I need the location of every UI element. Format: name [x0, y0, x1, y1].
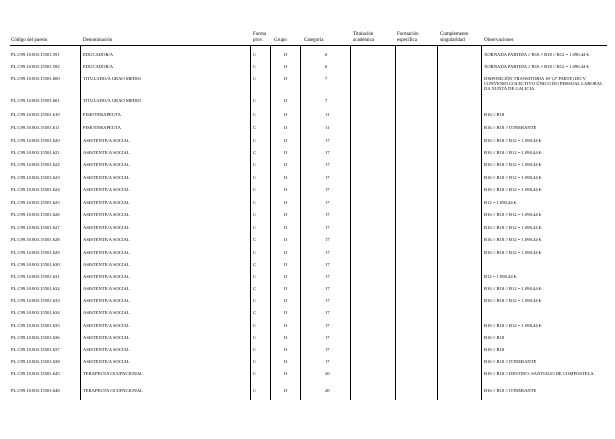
cell-observaciones: XORNADA PARTIDA // B10 // B18 // B12 = 1.090,44 €. — [484, 64, 590, 69]
cell-grupo: II — [284, 187, 288, 192]
cell-observaciones: B16 // B18 // B12 = 1.090,44 €. — [484, 162, 543, 167]
cell-denominacion: FISIOTERAPEUTA — [83, 112, 121, 117]
table-row — [0, 112, 615, 124]
cell-categoria: 6 — [325, 64, 328, 69]
header-categoria: Categoría — [304, 38, 324, 43]
cell-categoria: 17 — [325, 298, 330, 303]
cell-grupo: II — [284, 98, 288, 103]
cell-categoria: 17 — [325, 262, 330, 267]
cell-forma: C — [253, 98, 257, 103]
cell-denominacion: ASISTENTE/A SOCIAL — [83, 138, 130, 143]
cell-forma: C — [253, 335, 257, 340]
cell-denominacion: ASISTENTE/A SOCIAL — [83, 162, 130, 167]
cell-grupo: II — [284, 286, 288, 291]
cell-codigo: PL.C99.10.003.15501.601 — [11, 98, 60, 103]
header-grupo: Grupo — [274, 38, 287, 43]
cell-grupo: II — [284, 162, 288, 167]
header-rule — [10, 45, 607, 46]
cell-grupo: II — [284, 262, 288, 267]
cell-categoria: 17 — [325, 138, 330, 143]
cell-codigo: PL.C99.10.003.15501.631 — [11, 274, 60, 279]
cell-codigo: PL.C99.10.003.15501.628 — [11, 237, 60, 242]
cell-grupo: II — [284, 200, 288, 205]
cell-denominacion: ASISTENTE/A SOCIAL — [83, 237, 130, 242]
cell-codigo: PL.C99.10.003.15501.634 — [11, 310, 60, 315]
cell-codigo: PL.C99.10.003.15501.623 — [11, 175, 60, 180]
table-row — [0, 298, 615, 310]
cell-observaciones: B16 // B18 // B12 = 1.090,44 €. — [484, 138, 543, 143]
cell-categoria: 17 — [325, 212, 330, 217]
header-codigo: Código del puesto — [11, 38, 48, 43]
cell-forma: C — [253, 200, 257, 205]
table-row — [0, 175, 615, 187]
cell-forma: C — [253, 225, 257, 230]
cell-grupo: II — [284, 125, 288, 130]
cell-codigo: PL.C99.10.003.15501.645 — [11, 371, 60, 376]
cell-forma: C — [253, 237, 257, 242]
cell-codigo: PL.C99.10.003.15501.600 — [11, 76, 60, 81]
cell-observaciones: B16 // B18 — [484, 112, 505, 117]
cell-codigo: PL.C99.10.003.15501.638 — [11, 359, 60, 364]
cell-denominacion: FISIOTERAPEUTA — [83, 125, 121, 130]
cell-observaciones: B16 // B18 // B12 = 1.090,44 €. — [484, 150, 543, 155]
cell-categoria: 17 — [325, 347, 330, 352]
cell-codigo: PL.C99.10.003.15501.630 — [11, 262, 60, 267]
table-row — [0, 262, 615, 274]
cell-categoria: 17 — [325, 187, 330, 192]
cell-categoria: 17 — [325, 286, 330, 291]
cell-denominacion: TERAPEUTA OCUPACIONAL — [83, 388, 143, 393]
cell-grupo: II — [284, 64, 288, 69]
cell-categoria: 17 — [325, 335, 330, 340]
cell-categoria: 11 — [325, 125, 330, 130]
cell-forma: C — [253, 162, 257, 167]
table-row — [0, 200, 615, 212]
cell-codigo: PL.C99.10.003.15501.622 — [11, 162, 60, 167]
cell-codigo: PL.C99.10.003.15501.611 — [11, 125, 60, 130]
cell-observaciones: B16 // B18 // B12 = 1.090,44 €. — [484, 323, 543, 328]
cell-categoria: 6 — [325, 52, 328, 57]
header-formacion: Formación específica — [397, 32, 419, 43]
table-row — [0, 371, 615, 383]
table-row — [0, 347, 615, 359]
cell-observaciones: B16 // B18 // ITINERANTE — [484, 125, 537, 130]
cell-grupo: II — [284, 250, 288, 255]
table-row — [0, 98, 615, 110]
cell-codigo: PL.C99.10.003.15501.624 — [11, 187, 60, 192]
cell-categoria: 17 — [325, 200, 330, 205]
cell-denominacion: ASISTENTE/A SOCIAL — [83, 359, 130, 364]
cell-denominacion: ASISTENTE/A SOCIAL — [83, 286, 130, 291]
cell-grupo: II — [284, 274, 288, 279]
table-row — [0, 388, 615, 400]
cell-denominacion: ASISTENTE/A SOCIAL — [83, 274, 130, 279]
table-row — [0, 237, 615, 249]
cell-forma: C — [253, 76, 257, 81]
cell-categoria: 20 — [325, 388, 330, 393]
cell-forma: C — [253, 262, 257, 267]
cell-grupo: II — [284, 359, 288, 364]
cell-forma: C — [253, 310, 257, 315]
cell-denominacion: TITULADO/A GRAO MEDIO — [83, 76, 141, 81]
cell-observaciones: B16 // B18 — [484, 335, 505, 340]
table-row — [0, 310, 615, 322]
cell-grupo: II — [284, 310, 288, 315]
cell-denominacion: ASISTENTE/A SOCIAL — [83, 335, 130, 340]
cell-codigo: PL.C99.10.003.15501.629 — [11, 250, 60, 255]
cell-categoria: 11 — [325, 112, 330, 117]
table-row — [0, 250, 615, 262]
cell-codigo: PL.C99.10.003.15501.627 — [11, 225, 60, 230]
header-forma: Forma prov. — [253, 32, 267, 43]
cell-grupo: II — [284, 76, 288, 81]
cell-observaciones: B16 // B18 // B12 = 1.090,44 €. — [484, 250, 543, 255]
table-row — [0, 76, 615, 91]
cell-codigo: PL.C99.10.003.15501.591 — [11, 52, 60, 57]
cell-codigo: PL.C99.10.003.15501.636 — [11, 335, 60, 340]
cell-denominacion: ASISTENTE/A SOCIAL — [83, 347, 130, 352]
cell-denominacion: ASISTENTE/A SOCIAL — [83, 175, 130, 180]
cell-observaciones: B16 // B18 // ITINERANTE — [484, 359, 537, 364]
table-row — [0, 52, 615, 64]
header-complemento: Complemento singularidad — [440, 32, 469, 43]
cell-observaciones: B16 // B18 // B12 = 1.090,44 €. — [484, 298, 543, 303]
table-row — [0, 64, 615, 76]
cell-codigo: PL.C99.10.003.15501.646 — [11, 388, 60, 393]
table-row — [0, 187, 615, 199]
cell-denominacion: ASISTENTE/A SOCIAL — [83, 212, 130, 217]
cell-denominacion: ASISTENTE/A SOCIAL — [83, 150, 130, 155]
cell-observaciones: B12 = 1.090,44 €. — [484, 274, 518, 279]
cell-categoria: 17 — [325, 250, 330, 255]
cell-observaciones: DISPOSICIÓN TRANSITORIA 16ª (2ª PARTE) DO V CONVENIO COLECTIVO ÚNICO DO PERSOAL LABORAL DA XUNTA DE GALICIA. — [484, 76, 603, 91]
cell-grupo: II — [284, 371, 288, 376]
table-row — [0, 150, 615, 162]
cell-forma: C — [253, 359, 257, 364]
cell-grupo: II — [284, 150, 288, 155]
cell-grupo: II — [284, 138, 288, 143]
cell-forma: C — [253, 286, 257, 291]
cell-grupo: II — [284, 225, 288, 230]
table-row — [0, 125, 615, 137]
table-row — [0, 335, 615, 347]
cell-denominacion: ASISTENTE/A SOCIAL — [83, 225, 130, 230]
cell-denominacion: EDUCADOR/A — [83, 52, 114, 57]
table-row — [0, 274, 615, 286]
cell-codigo: PL.C99.10.003.15501.635 — [11, 323, 60, 328]
cell-categoria: 7 — [325, 98, 328, 103]
cell-forma: C — [253, 347, 257, 352]
cell-grupo: II — [284, 335, 288, 340]
cell-forma: C — [253, 150, 257, 155]
cell-observaciones: B16 // B18 // B12 = 1.090,44 €. — [484, 286, 543, 291]
cell-categoria: 7 — [325, 76, 328, 81]
cell-categoria: 20 — [325, 371, 330, 376]
cell-grupo: II — [284, 388, 288, 393]
cell-codigo: PL.C99.10.003.15501.626 — [11, 212, 60, 217]
cell-categoria: 17 — [325, 323, 330, 328]
cell-categoria: 17 — [325, 175, 330, 180]
cell-codigo: PL.C99.10.003.15501.610 — [11, 112, 60, 117]
table-row — [0, 323, 615, 335]
cell-grupo: II — [284, 298, 288, 303]
cell-codigo: PL.C99.10.003.15501.621 — [11, 150, 60, 155]
cell-denominacion: ASISTENTE/A SOCIAL — [83, 310, 130, 315]
cell-grupo: II — [284, 175, 288, 180]
cell-codigo: PL.C99.10.003.15501.637 — [11, 347, 60, 352]
cell-observaciones: B16 // B18 // ITINERANTE — [484, 388, 537, 393]
header-titulacion: Titulación académica — [353, 32, 375, 43]
cell-codigo: PL.C99.10.003.15501.632 — [11, 286, 60, 291]
cell-denominacion: TITULADO/A GRAO MEDIO — [83, 98, 141, 103]
cell-categoria: 17 — [325, 162, 330, 167]
table-row — [0, 359, 615, 371]
header-denominacion: Denominación — [83, 38, 113, 43]
cell-observaciones: B16 // B18 // B12 = 1.090,44 €. — [484, 187, 543, 192]
cell-categoria: 17 — [325, 274, 330, 279]
cell-forma: C — [253, 250, 257, 255]
cell-codigo: PL.C99.10.003.15501.625 — [11, 200, 60, 205]
cell-denominacion: ASISTENTE/A SOCIAL — [83, 262, 130, 267]
cell-forma: C — [253, 388, 257, 393]
cell-categoria: 17 — [325, 150, 330, 155]
table-row — [0, 286, 615, 298]
cell-denominacion: ASISTENTE/A SOCIAL — [83, 298, 130, 303]
cell-forma: C — [253, 298, 257, 303]
cell-categoria: 17 — [325, 237, 330, 242]
cell-forma: C — [253, 138, 257, 143]
cell-denominacion: ASISTENTE/A SOCIAL — [83, 187, 130, 192]
cell-codigo: PL.C99.10.003.15501.633 — [11, 298, 60, 303]
cell-observaciones: B16 // B18 // DESTINO: SANTIAGO DE COMPOSTELA. — [484, 371, 595, 376]
cell-denominacion: ASISTENTE/A SOCIAL — [83, 250, 130, 255]
cell-categoria: 17 — [325, 359, 330, 364]
cell-forma: C — [253, 187, 257, 192]
cell-observaciones: B16 // B18 // B12 = 1.090,44 €. — [484, 212, 543, 217]
cell-forma: C — [253, 175, 257, 180]
cell-denominacion: ASISTENTE/A SOCIAL — [83, 323, 130, 328]
table-row — [0, 212, 615, 224]
cell-forma: C — [253, 52, 257, 57]
cell-forma: C — [253, 323, 257, 328]
cell-denominacion: EDUCADOR/A — [83, 64, 114, 69]
cell-observaciones: XORNADA PARTIDA // B10 // B18 // B12 = 1.090,44 €. — [484, 52, 590, 57]
cell-forma: C — [253, 125, 257, 130]
cell-categoria: 17 — [325, 225, 330, 230]
cell-denominacion: ASISTENTE/A SOCIAL — [83, 200, 130, 205]
cell-grupo: II — [284, 347, 288, 352]
cell-forma: C — [253, 212, 257, 217]
cell-categoria: 17 — [325, 310, 330, 315]
cell-observaciones: B12 = 1.090,44 €. — [484, 200, 518, 205]
cell-observaciones: B16 // B18 // B12 = 1.090,44 €. — [484, 237, 543, 242]
cell-forma: C — [253, 112, 257, 117]
cell-grupo: II — [284, 237, 288, 242]
cell-denominacion: TERAPEUTA OCUPACIONAL — [83, 371, 143, 376]
cell-forma: C — [253, 64, 257, 69]
cell-grupo: II — [284, 212, 288, 217]
table-row — [0, 162, 615, 174]
table-row — [0, 225, 615, 237]
cell-forma: C — [253, 274, 257, 279]
cell-grupo: II — [284, 52, 288, 57]
header-observaciones: Observaciones — [484, 38, 514, 43]
cell-observaciones: B16 // B18 // B12 = 1.090,44 €. — [484, 175, 543, 180]
cell-forma: C — [253, 371, 257, 376]
cell-codigo: PL.C99.10.003.15501.620 — [11, 138, 60, 143]
cell-codigo: PL.C99.10.003.15501.592 — [11, 64, 60, 69]
cell-observaciones: B16 // B18 // B12 = 1.090,44 €. — [484, 225, 543, 230]
cell-observaciones: B16 // B18 — [484, 347, 505, 352]
cell-grupo: II — [284, 323, 288, 328]
cell-grupo: II — [284, 112, 288, 117]
table-row — [0, 138, 615, 150]
